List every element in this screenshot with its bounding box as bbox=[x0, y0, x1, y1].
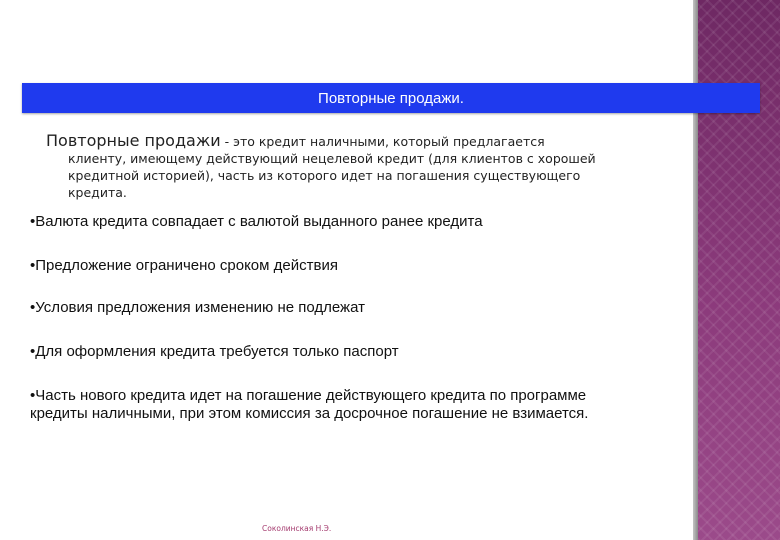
bullet-item-validity: •Предложение ограничено сроком действия bbox=[30, 257, 338, 274]
bullet-item-passport: •Для оформления кредита требуется только паспорт bbox=[30, 343, 399, 360]
bullet-item-currency: •Валюта кредита совпадает с валютой выданного ранее кредита bbox=[30, 213, 483, 230]
footer-author: Соколинская Н.Э. bbox=[262, 524, 332, 533]
definition-text-rest: клиенту, имеющему действующий нецелевой кредит (для клиентов с хорошей кредитной историей), часть из которого идет на погашения существующего кредита. bbox=[68, 151, 596, 200]
slide-title: Повторные продажи. bbox=[318, 89, 464, 107]
definition-term: Повторные продажи bbox=[46, 131, 221, 150]
decorative-side-panel bbox=[698, 0, 780, 540]
bullet-item-conditions: •Условия предложения изменению не подлежат bbox=[30, 299, 365, 316]
slide-title-bar bbox=[22, 83, 760, 113]
definition-text-first: - это кредит наличными, который предлагается bbox=[220, 134, 545, 149]
bullet-item-repayment: •Часть нового кредита идет на погашение действующего кредита по программе кредиты наличными, при этом комиссия за досрочное погашение не взимается. bbox=[30, 387, 589, 422]
definition-paragraph bbox=[46, 132, 606, 201]
